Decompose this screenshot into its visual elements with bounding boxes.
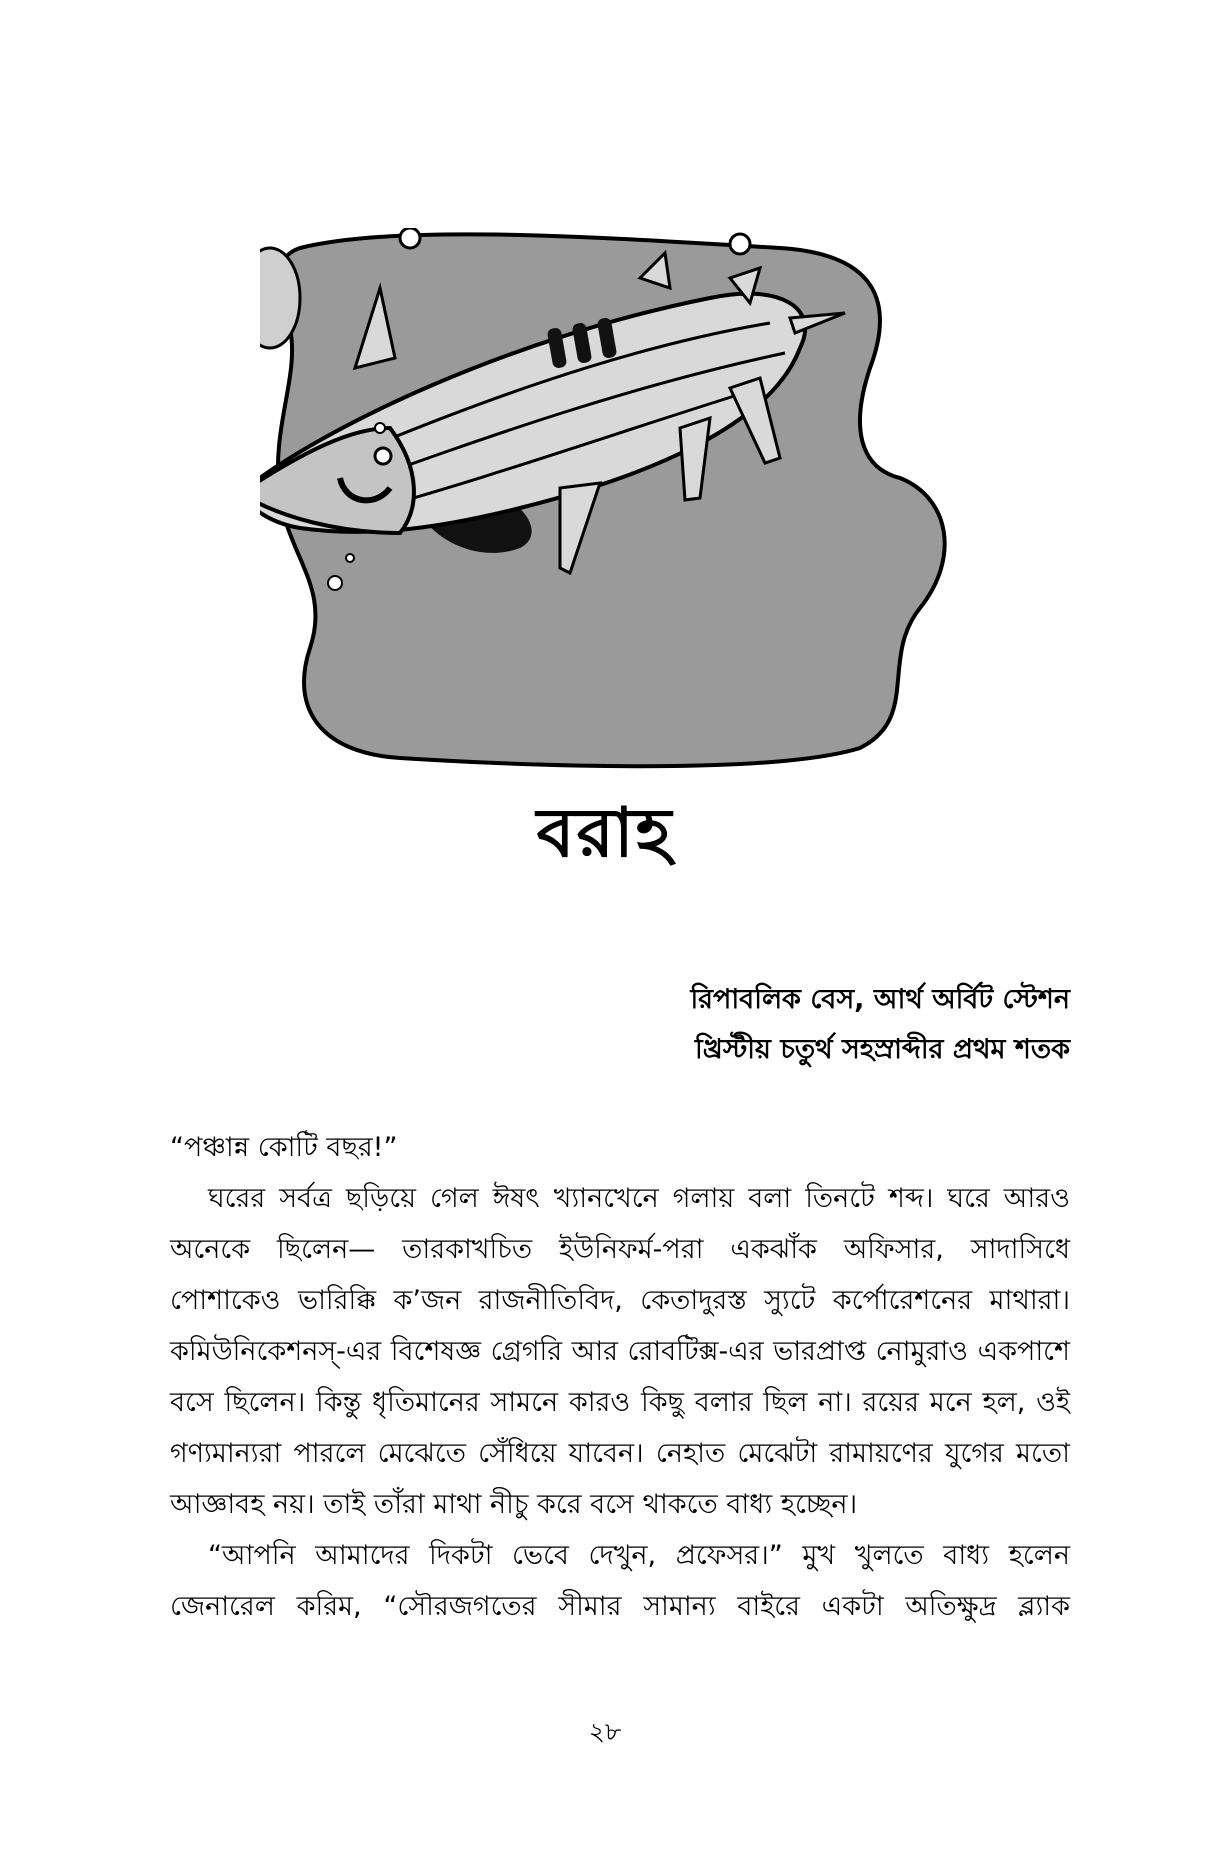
chapter-title: বরাহ bbox=[536, 794, 674, 873]
page-number: ২৮ bbox=[588, 1717, 622, 1746]
spaceship-illustration bbox=[260, 228, 970, 773]
paragraph: “আপনি আমাদের দিকটা ভেবে দেখুন, প্রফেসর।” মুখ খুলতে বাধ্য হলেন জেনারেল করিম, “সৌরজগতের সীমার সামান্য বাইরে একটা অতিক্ষুদ্র ব্ল্যাক bbox=[170, 1540, 1070, 1622]
body-text bbox=[170, 1122, 1070, 1632]
paragraph: ঘরের সর্বত্র ছড়িয়ে গেল ঈষৎ খ্যানখেনে গলায় বলা তিনটে শব্দ। ঘরে আরও অনেকে ছিলেন— তারকাখচিত ইউনিফর্ম-পরা একঝাঁক অফিসার, সাদাসিধে পোশাকেও ভারিক্কি ক’জন রাজনীতিবিদ, কেতাদুরস্ত স্যুটে কর্পোরেশনের মাথারা। কমিউনিকেশনস্-এর বিশেষজ্ঞ গ্রেগরি আর রোবটিক্স-এর ভারপ্রাপ্ত নোমুরাও একপাশে বসে ছিলেন। কিন্তু ধৃতিমানের সামনে কারও কিছু বলার ছিল না। রয়ের মনে হল, ওই গণ্যমান্যরা পারলে মেঝেতে সেঁধিয়ে যাবেন। নেহাত মেঝেটা রামায়ণের যুগের মতো আজ্ঞাবহ নয়। তাই তাঁরা মাথা নীচু করে বসে থাকতে বাধ্য হচ্ছেন। bbox=[170, 1183, 1070, 1520]
location-heading bbox=[690, 975, 1070, 1075]
location-line-2: খ্রিস্টীয় চতুর্থ সহস্রাব্দীর প্রথম শতক bbox=[694, 1034, 1070, 1065]
location-line-1: রিপাবলিক বেস, আর্থ অর্বিট স্টেশন bbox=[690, 984, 1070, 1015]
paragraph: “পঞ্চান্ন কোটি বছর!” bbox=[170, 1132, 398, 1163]
